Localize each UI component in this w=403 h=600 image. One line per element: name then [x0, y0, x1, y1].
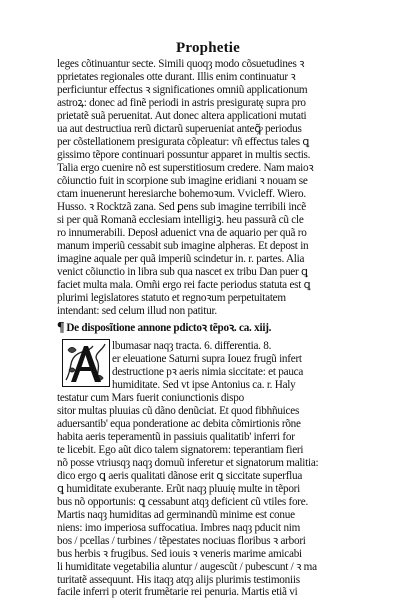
text-line: er eleuatione Saturni supra Iouez frugũ infert — [112, 353, 302, 365]
text-line: testatur cum Mars fuerit coniunctionis dispo — [57, 392, 244, 404]
text-line: bus herbis ꝛ frugibus. Sed iouis ꝛ veneris marime amicabi — [57, 548, 302, 560]
text-line: prietatẽ suã peruenitat. Aut donec altera applicationi mutati — [57, 110, 307, 122]
text-line: ro innumerabili. Deposł aduenict vna de aquario per quã ro — [57, 227, 307, 239]
text-line: cõiunctio fuit in scorpione sub imagine eridiani ꝛ nouam se — [57, 175, 308, 187]
text-line: turitatẽ assequunt. His itaqȝ atqȝ alijs plurimis testimoniis — [57, 574, 300, 586]
text-line: dico ergo ꝗ aeris qualitati dãnose erit ꝗ siccitate superflua — [57, 470, 303, 482]
text-line: nõ posse vtriusqȝ naqȝ domuũ inferetur et signatorum malitia: — [57, 457, 319, 469]
text-line: ꝗ humiditate exuberante. Erũt naqȝ pluuię multe in tẽpori — [57, 483, 301, 495]
chapter-heading-text: De disposĩtione annone pdictoꝛ tẽpoꝛ. ca. xiij. — [66, 322, 272, 334]
text-line: imagine aquale per quã imperiũ scindetur in. r. partes. Alia — [57, 253, 305, 265]
text-line: ctam inuenerunt heresiarche bohemoꝛum. Vvicleff. Wiero. — [57, 188, 306, 200]
decorated-initial-icon — [63, 340, 109, 386]
text-line: bus nõ opportunis: ꝗ cessabunt atqȝ deficient cũ vtiles fore. — [57, 496, 309, 508]
text-line: facile inferri p oterit frumẽtarie rei penuria. Martis etiã vi — [57, 586, 298, 598]
text-line: venict cõiunctio in libra sub qua nascet ex tribu Dan puer ꝗ — [57, 266, 308, 278]
text-line: aduersantib' equa ponderatione ac debita cõmirtionis rõne — [57, 418, 301, 430]
running-head: Prophetie — [176, 40, 241, 56]
text-line: gissimo tẽpore continuari possuntur apparet in multis sectis. — [57, 149, 311, 161]
text-line: astroꝝ: donec ad finẽ periodi in astris presiguratę supra pro — [57, 97, 306, 109]
text-line: lbumasar naqȝ tracta. 6. differentia. 8. — [112, 340, 272, 352]
text-line: te licebit. Ego aũt dico talem signatorem: teperantiam fieri — [57, 444, 304, 456]
text-line: sitor multas pluuias cũ dãno denũciat. Et quod fibhñuices — [57, 405, 300, 417]
text-line: per cõstellationem presigurata cõpleatur: vñ effectus tales ꝗ — [57, 136, 310, 148]
text-line: ua aut destructiua rerũ dictarũ superueniat anteꝙ̃ periodus — [57, 123, 302, 135]
decorated-initial — [62, 339, 110, 387]
text-line: si per quã Romanã ecclesiam intelligiꝫ. heu passurã cũ cle — [57, 214, 304, 226]
text-line: destructione pꝛ aeris nimia siccitate: et pauca — [112, 366, 304, 378]
text-line: habita aeris teperamentũ in passiuis qualitatib' inferri for — [57, 431, 295, 443]
text-line: perficiuntur effectus ꝛ significationes omniũ applicationum — [57, 84, 308, 96]
text-line: faciet multa mala. Omñi ergo rei facte periodus statuta est ꝗ — [57, 279, 311, 291]
text-line: niens: imo imperiosa suffocatiua. Imbres naqȝ pducit nim — [57, 522, 301, 534]
text-line: intendant: sed celum illud non patitur. — [57, 305, 217, 317]
text-line: leges cõtinuantur secte. Simili quoqȝ modo cõsuetudines ꝛ — [57, 58, 305, 70]
pilcrow-icon: ¶ — [57, 322, 65, 335]
text-line: Talia ergo cuenire nõ est superstitiosum credere. Nam maioꝛ — [57, 162, 314, 174]
text-line: manum imperiũ cessabit sub imagine alpheras. Et depost in — [57, 240, 309, 252]
chapter-heading — [57, 322, 357, 335]
text-line: li humiditate vegetabilia aluntur / augescũt / pubescunt / ꝛ ma — [57, 561, 317, 573]
text-line: plurimi legislatores statuto et regnoꝛum perpetuitatem — [57, 292, 286, 304]
text-line: Husso. ꝛ Rocktzã zana. Sed ꝑens sub imagine terribili incẽ — [57, 201, 307, 213]
text-line: humiditate. Sed vt ipse Antonius ca. r. Haly — [112, 379, 296, 391]
text-line: bos / pcellas / turbines / tẽpestates nociuas floribus ꝛ arbori — [57, 535, 306, 547]
text-line: Martis naqȝ humiditas ad germinandũ minime est conue — [57, 509, 295, 521]
text-line: pprietates regionales otte durant. Illis enim continuatur ꝛ — [57, 71, 296, 83]
